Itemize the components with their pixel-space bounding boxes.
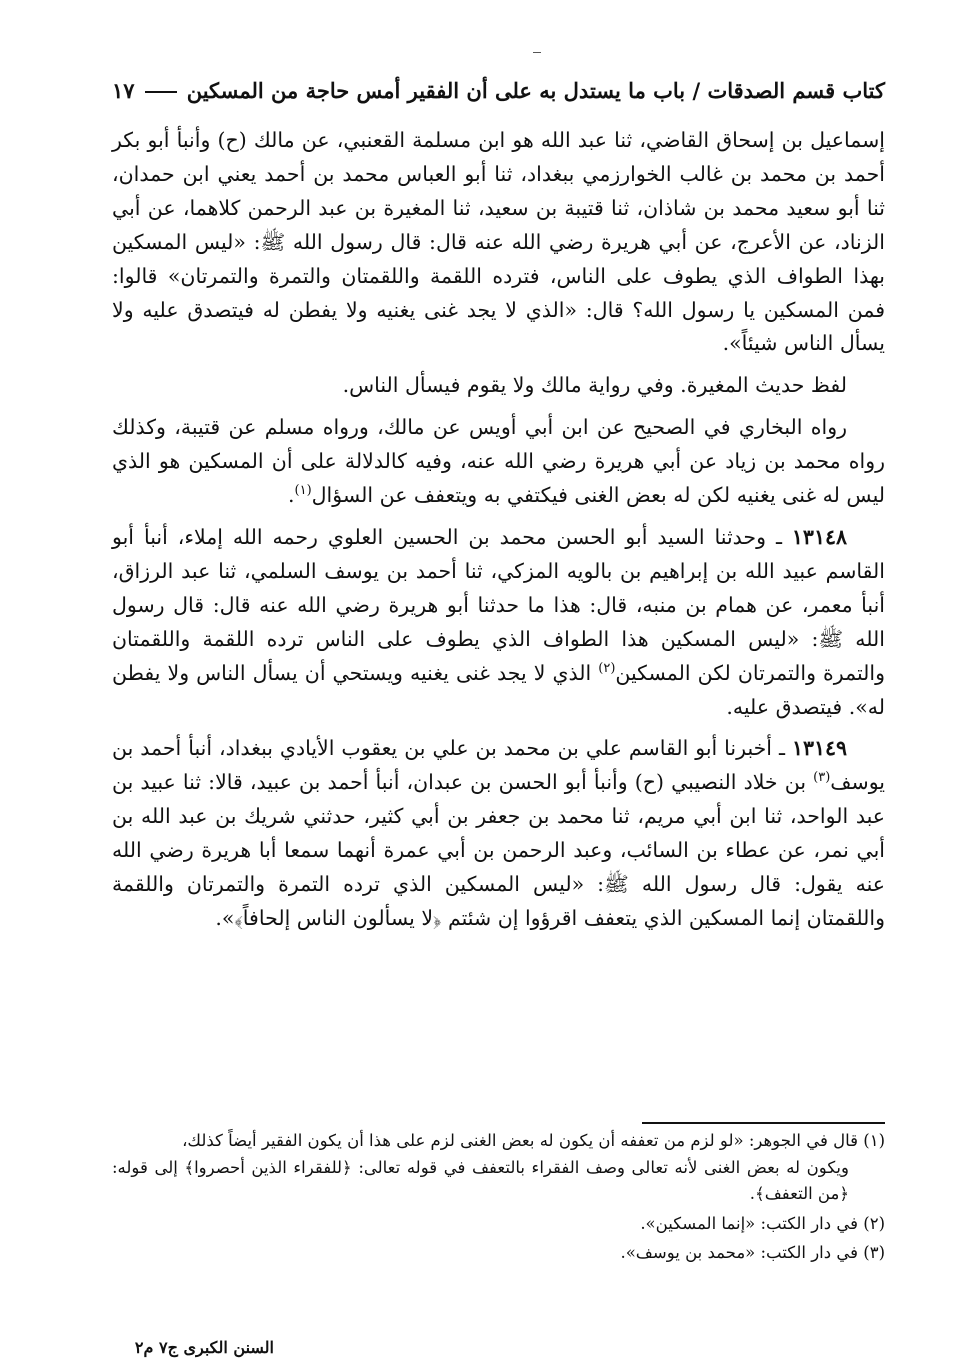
paragraph-text: رواه البخاري في الصحيح عن ابن أبي أويس عن مالك، ورواه مسلم عن قتيبة، وكذلك رواه محمد بن زياد عن أبي هريرة رضي الله عنه، وفيه كالدلالة على أن المسكين هو الذي ليس له غنى يغنيه لكن له بعض الغنى فيكتفي به ويتعفف عن السؤال [112, 415, 885, 508]
footnote-ref: (٢) [598, 660, 616, 676]
paragraph-bukhari [112, 411, 885, 513]
paragraph-text: الذي لا يجد غنى يغنيه ويستحي أن يسأل الناس ولا يفطن له». فيتصدق عليه. [112, 660, 885, 719]
book-signature: السنن الكبرى ج٧ م٢ [134, 1338, 274, 1357]
footnote-text: ويكون له بعض الغنى لأنه تعالى وصف الفقراء بالتعفف في قوله تعالى: ﴿للفقراء الذين أحصروا﴾ إلى قوله: ﴿من التعفف﴾. [112, 1157, 849, 1203]
footnote-ref: (١) [294, 483, 312, 499]
hadith-13148 [112, 521, 885, 724]
hadith-13149 [112, 732, 885, 935]
paragraph-text: ـ أخبرنا أبو القاسم علي بن محمد بن علي بن يعقوب الأيادي ببغداد، أنبأ أحمد بن يوسف [112, 736, 885, 795]
page-number: ١٧ [112, 77, 135, 103]
footnote-separator [642, 1122, 885, 1124]
main-text [112, 124, 885, 944]
hadith-number: ١٣١٤٩ [791, 736, 847, 761]
paragraph-text: إسماعيل بن إسحاق القاضي، ثنا عبد الله هو ابن مسلمة القعنبي، عن مالك (ح) وأنبأ أبو بكر أحمد بن محمد بن غالب الخوارزمي ببغداد، ثنا أبو العباس محمد بن أحمد يعني ابن حمدان، ثنا أبو سعيد محمد بن شاذان، ثنا قتيبة بن سعيد، ثنا المغيرة بن عبد الرحمن كلاهما، عن أبي الزناد، عن الأعرج، عن أبي هريرة رضي الله عنه قال: قال رسول الله ﷺ: «ليس المسكين بهذا الطواف الذي يطوف على الناس، فترده اللقمة واللقمتان والتمرة والتمرتان» قالوا: فمن المسكين يا رسول الله؟ قال: «الذي لا يجد غنى يغنيه ولا يفطن له فيتصدق عليه ولا يسأل الناس شيئاً». [112, 128, 885, 356]
period: . [287, 483, 295, 508]
top-mark [533, 52, 541, 53]
paragraph-lafz [112, 369, 885, 403]
footnotes [112, 1128, 885, 1270]
paragraph-text: لفظ حديث المغيرة. وفي رواية مالك ولا يقوم فيسأل الناس. [342, 373, 847, 398]
running-header [112, 70, 885, 110]
footnote-text: (١) قال في الجوهر: «لو لزم من تعففه أن يكون له بعض الغنى لزم على هذا أن يكون الفقير أيضاً كذلك، [182, 1131, 885, 1150]
paragraph-text: ـ وحدثنا السيد أبو الحسن محمد بن الحسين العلوي رحمه الله إملاء، أنبأ أبو القاسم عبيد الله بن إبراهيم بن بالويه المزكي، ثنا أحمد بن يوسف السلمي، ثنا عبد الرزاق، أنبأ معمر، عن همام بن منبه، قال: هذا ما حدثنا أبو هريرة رضي الله عنه قال: قال رسول الله ﷺ: «ليس المسكين هذا الطواف الذي يطوف على الناس ترده اللقمة واللقمتان والتمرة والتمرتان لكن المسكين [112, 524, 885, 685]
header-rule [145, 91, 177, 93]
paragraph-text: بن خلاد النصيبي (ح) وأنبأ أبو الحسن بن عبدان، أنبأ أحمد بن عبيد، قالا: ثنا عبيد بن عبد الواحد، ثنا ابن أبي مريم، ثنا محمد بن جعفر بن أبي كثير، حدثني شريك بن عبد الله بن أبي نمر، عن عطاء بن السائب، وعبد الرحمن بن أبي عمرة أنهما سمعا أبا هريرة رضي الله عنه يقول: قال رسول الله ﷺ: «ليس المسكين الذي ترده التمرة والتمرتان واللقمة واللقمتان إنما المسكين الذي يتعفف اقرؤوا إن شئتم ﴿لا يسألون الناس إلحافاً﴾». [112, 770, 885, 930]
footnote-3: (٣) في دار الكتب: «محمد بن يوسف». [620, 1243, 885, 1262]
paragraph-isnad [112, 124, 885, 361]
hadith-number: ١٣١٤٨ [791, 524, 847, 549]
footnote-2: (٢) في دار الكتب: «إنما المسكين». [640, 1213, 885, 1233]
header-title: كتاب قسم الصدقات / باب ما يستدل به على أن الفقير أمس حاجة من المسكين [186, 77, 885, 103]
footnote-ref: (٣) [813, 770, 831, 786]
footnote-1 [112, 1128, 885, 1208]
